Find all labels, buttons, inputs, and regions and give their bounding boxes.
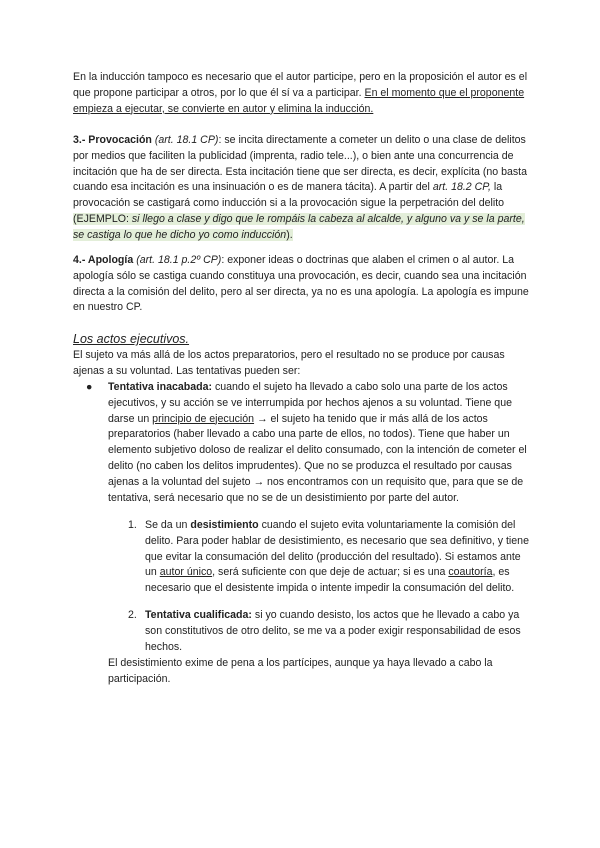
legal-reference: (art. 18.1 CP)	[154, 134, 219, 146]
paragraph-apologia: 4.- Apología (art. 18.1 p.2º CP): exponer ideas o doctrinas que alaben el crimen o al autor. La apología sólo se castiga cuando constituya una provocación, es decir, cuando sea una incitación directa a la comisión del delito, pero al ser directa, ya no es una apología. La apología es impune en nuestro CP.	[73, 254, 529, 314]
list-number: 2.	[128, 609, 137, 621]
list-item-tentativa-cualificada: Tentativa cualificada: si yo cuando desisto, los actos que he llevado a cabo ya son constitutivos de otro delito, se me va a poder exigir responsabilidad de esos hechos.	[145, 609, 521, 653]
legal-reference: art. 18.2 CP,	[432, 181, 491, 194]
highlighted-example: (EJEMPLO: si llego a clase y digo que le rompáis la cabeza al alcalde, y alguno va y se la parte, se castiga lo que he dicho yo como inducción).	[73, 212, 525, 241]
paragraph-induccion: En la inducción tampoco es necesario que el autor participe, pero en la proposición el autor es el que propone participar a otros, por lo que él sí va a participar. En el momento que el proponente empieza a ejecutar, se convierte en autor y elimina la inducción.	[73, 71, 528, 115]
list-number: 1.	[128, 519, 137, 531]
underlined-conclusion: En el momento que el proponente empieza a ejecutar, se convierte en autor y elimina la inducción.	[73, 86, 525, 115]
heading-apologia: 4.- Apología	[73, 254, 134, 266]
section-intro: El sujeto va más allá de los actos preparatorios, pero el resultado no se produce por causas ajenas a su voluntad. Las tentativas pueden ser:	[73, 349, 505, 377]
section-title: Los actos ejecutivos.	[73, 332, 190, 346]
bullet-marker: ●	[86, 381, 93, 393]
bullet-tentativa-inacabada: Tentativa inacabada: cuando el sujeto ha llevado a cabo solo una parte de los actos ejecutivos, y su acción se ve interrumpida por hechos ajenos a su voluntad. Tiene que darse un principio de ejecución → el sujeto ha tenido que ir más allá de los actos preparatorios (haber llevado a cabo una parte de ellos, no todos). Tiene que haber un elemento subjetivo doloso de realizar el delito consumado, con la intención de cometer el delito (no caben los delitos imprudentes). Que no se produzca el resultado por causas ajenas a la voluntad del sujeto → nos encontramos con un requisito que, para que se de tentativa, será necesario que no se de un desistimiento por parte del autor.	[108, 381, 527, 504]
list-item-desistimiento: Se da un desistimiento cuando el sujeto evita voluntariamente la comisión del delito. Para poder hablar de desistimiento, es necesario que sea definitivo, y tiene que evitar la consumación del delito (producción del resultado). Si estamos ante un autor único, será suficiente con que deje de actuar; si es una coautoría, es necesario que el desistente impida o intente impedir la consumación del delito.	[145, 519, 529, 595]
legal-reference: (art. 18.1 p.2º CP)	[136, 254, 222, 266]
closing-paragraph: El desistimiento exime de pena a los partícipes, aunque ya haya llevado a cabo la participación.	[108, 657, 493, 685]
heading-provocacion: 3.- Provocación	[73, 134, 152, 146]
paragraph-provocacion: 3.- Provocación (art. 18.1 CP): se incita directamente a cometer un delito o una clase de delitos por medios que faciliten la publicidad (imprenta, radio tele...), o bien ante una concurrencia de incitación que ha de ser directa. Esta incitación tiene que ser directa, es decir, explícita (no basta cuando esa incitación es una insinuación o es de manera tácita). A partir del art. 18.2 CP, la provocación se castigará como inducción si a la provocación sigue la perpetración del delito (EJEMPLO: si llego a clase y digo que le rompáis la cabeza al alcalde, y alguno va y se la parte, se castiga lo que he dicho yo como inducción).	[73, 134, 528, 241]
